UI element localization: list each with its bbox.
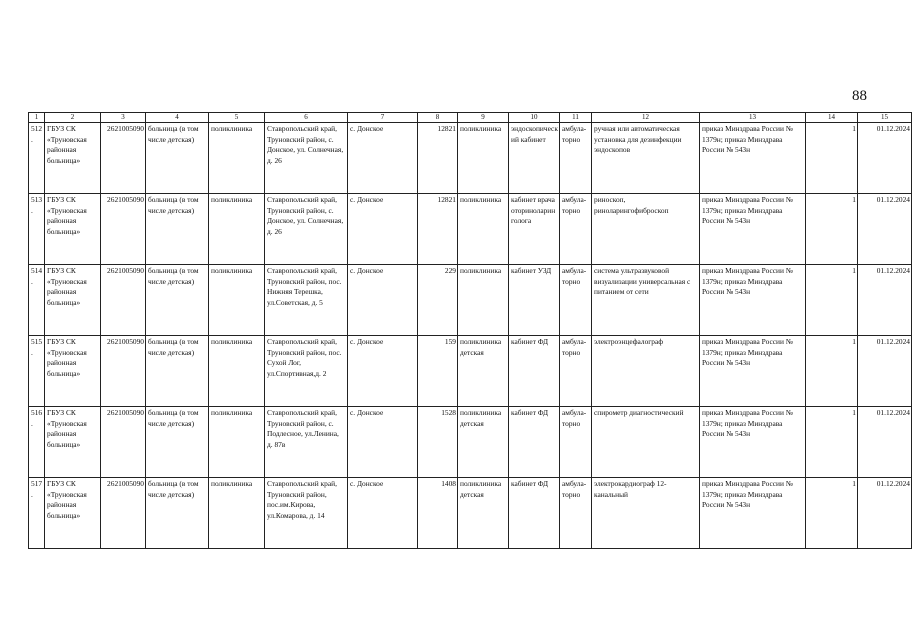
quantity-cell: 1 [806,336,858,407]
table-row [29,478,912,549]
population-cell: 1408 [418,478,458,549]
table-row [29,336,912,407]
subunit-cell: поликлиника [458,194,509,265]
locality-cell: с. Донское [348,194,418,265]
equipment-cell: спирометр диагностический [592,407,700,478]
order-cell: приказ Минздрава России № 1379н; приказ Минздрава России № 543н [700,336,806,407]
subunit-cell: поликлиника детская [458,478,509,549]
table-row [29,407,912,478]
equipment-cell: электроэнцефалограф [592,336,700,407]
locality-cell: с. Донское [348,336,418,407]
room-cell: кабинет ФД [509,407,560,478]
row-number: 516. [29,407,45,478]
column-header: 10 [509,113,560,123]
unit-cell: поликлиника [209,336,265,407]
facility-type-cell: больница (в том числе детская) [146,194,209,265]
room-cell: эндоскопический кабинет [509,123,560,194]
row-number: 515. [29,336,45,407]
address-cell: Ставропольский край, Труновский район, с. Донское, ул. Солнечная, д. 26 [265,194,348,265]
population-cell: 229 [418,265,458,336]
column-header: 2 [45,113,101,123]
code-cell: 2621005090 [101,407,146,478]
subunit-cell: поликлиника детская [458,336,509,407]
column-header: 8 [418,113,458,123]
order-cell: приказ Минздрава России № 1379н; приказ Минздрава России № 543н [700,478,806,549]
table-row [29,265,912,336]
order-cell: приказ Минздрава России № 1379н; приказ Минздрава России № 543н [700,265,806,336]
equipment-cell: риноскоп, риноларингофиброскоп [592,194,700,265]
subunit-cell: поликлиника [458,123,509,194]
mode-cell: амбула-торно [560,194,592,265]
organization-cell: ГБУЗ СК «Труновская районная больница» [45,123,101,194]
quantity-cell: 1 [806,478,858,549]
mode-cell: амбула-торно [560,478,592,549]
equipment-cell: электрокардиограф 12-канальный [592,478,700,549]
date-cell: 01.12.2024 [858,123,912,194]
mode-cell: амбула-торно [560,123,592,194]
facility-type-cell: больница (в том числе детская) [146,407,209,478]
address-cell: Ставропольский край, Труновский район, пос.им.Кирова, ул.Комарова, д. 14 [265,478,348,549]
organization-cell: ГБУЗ СК «Труновская районная больница» [45,194,101,265]
date-cell: 01.12.2024 [858,407,912,478]
column-header: 6 [265,113,348,123]
unit-cell: поликлиника [209,478,265,549]
column-header: 14 [806,113,858,123]
row-number: 514. [29,265,45,336]
organization-cell: ГБУЗ СК «Труновская районная больница» [45,478,101,549]
locality-cell: с. Донское [348,407,418,478]
date-cell: 01.12.2024 [858,194,912,265]
column-header: 3 [101,113,146,123]
locality-cell: с. Донское [348,478,418,549]
column-header: 7 [348,113,418,123]
organization-cell: ГБУЗ СК «Труновская районная больница» [45,265,101,336]
room-cell: кабинет ФД [509,478,560,549]
room-cell: кабинет УЗД [509,265,560,336]
quantity-cell: 1 [806,123,858,194]
room-cell: кабинет ФД [509,336,560,407]
page-number: 88 [852,88,867,104]
table-row [29,194,912,265]
room-cell: кабинет врача оториноларинголога [509,194,560,265]
organization-cell: ГБУЗ СК «Труновская районная больница» [45,407,101,478]
mode-cell: амбула-торно [560,265,592,336]
order-cell: приказ Минздрава России № 1379н; приказ Минздрава России № 543н [700,407,806,478]
register-table [28,112,912,549]
equipment-cell: система ультразвуковой визуализации универсальная с питанием от сети [592,265,700,336]
quantity-cell: 1 [806,407,858,478]
unit-cell: поликлиника [209,407,265,478]
column-header: 13 [700,113,806,123]
quantity-cell: 1 [806,265,858,336]
column-header: 11 [560,113,592,123]
column-header: 15 [858,113,912,123]
population-cell: 12821 [418,123,458,194]
address-cell: Ставропольский край, Труновский район, с. Подлесное, ул.Ленина, д. 87в [265,407,348,478]
locality-cell: с. Донское [348,265,418,336]
subunit-cell: поликлиника детская [458,407,509,478]
order-cell: приказ Минздрава России № 1379н; приказ Минздрава России № 543н [700,194,806,265]
column-header: 5 [209,113,265,123]
facility-type-cell: больница (в том числе детская) [146,265,209,336]
locality-cell: с. Донское [348,123,418,194]
address-cell: Ставропольский край, Труновский район, пос. Нижняя Терешка, ул.Советская, д. 5 [265,265,348,336]
date-cell: 01.12.2024 [858,478,912,549]
order-cell: приказ Минздрава России № 1379н; приказ Минздрава России № 543н [700,123,806,194]
column-header: 1 [29,113,45,123]
code-cell: 2621005090 [101,336,146,407]
row-number: 517. [29,478,45,549]
facility-type-cell: больница (в том числе детская) [146,336,209,407]
unit-cell: поликлиника [209,194,265,265]
column-header: 4 [146,113,209,123]
equipment-cell: ручная или автоматическая установка для дезинфекции эндоскопов [592,123,700,194]
row-number: 513. [29,194,45,265]
code-cell: 2621005090 [101,194,146,265]
row-number: 512. [29,123,45,194]
date-cell: 01.12.2024 [858,265,912,336]
date-cell: 01.12.2024 [858,336,912,407]
unit-cell: поликлиника [209,265,265,336]
population-cell: 12821 [418,194,458,265]
subunit-cell: поликлиника [458,265,509,336]
organization-cell: ГБУЗ СК «Труновская районная больница» [45,336,101,407]
table-row [29,123,912,194]
population-cell: 1528 [418,407,458,478]
code-cell: 2621005090 [101,478,146,549]
code-cell: 2621005090 [101,265,146,336]
column-header: 9 [458,113,509,123]
facility-type-cell: больница (в том числе детская) [146,123,209,194]
header-row [29,113,912,123]
code-cell: 2621005090 [101,123,146,194]
facility-type-cell: больница (в том числе детская) [146,478,209,549]
mode-cell: амбула-торно [560,336,592,407]
address-cell: Ставропольский край, Труновский район, с. Донское, ул. Солнечная, д. 26 [265,123,348,194]
quantity-cell: 1 [806,194,858,265]
mode-cell: амбула-торно [560,407,592,478]
unit-cell: поликлиника [209,123,265,194]
address-cell: Ставропольский край, Труновский район, пос. Сухой Лог, ул.Спортивная,д. 2 [265,336,348,407]
column-header: 12 [592,113,700,123]
population-cell: 159 [418,336,458,407]
